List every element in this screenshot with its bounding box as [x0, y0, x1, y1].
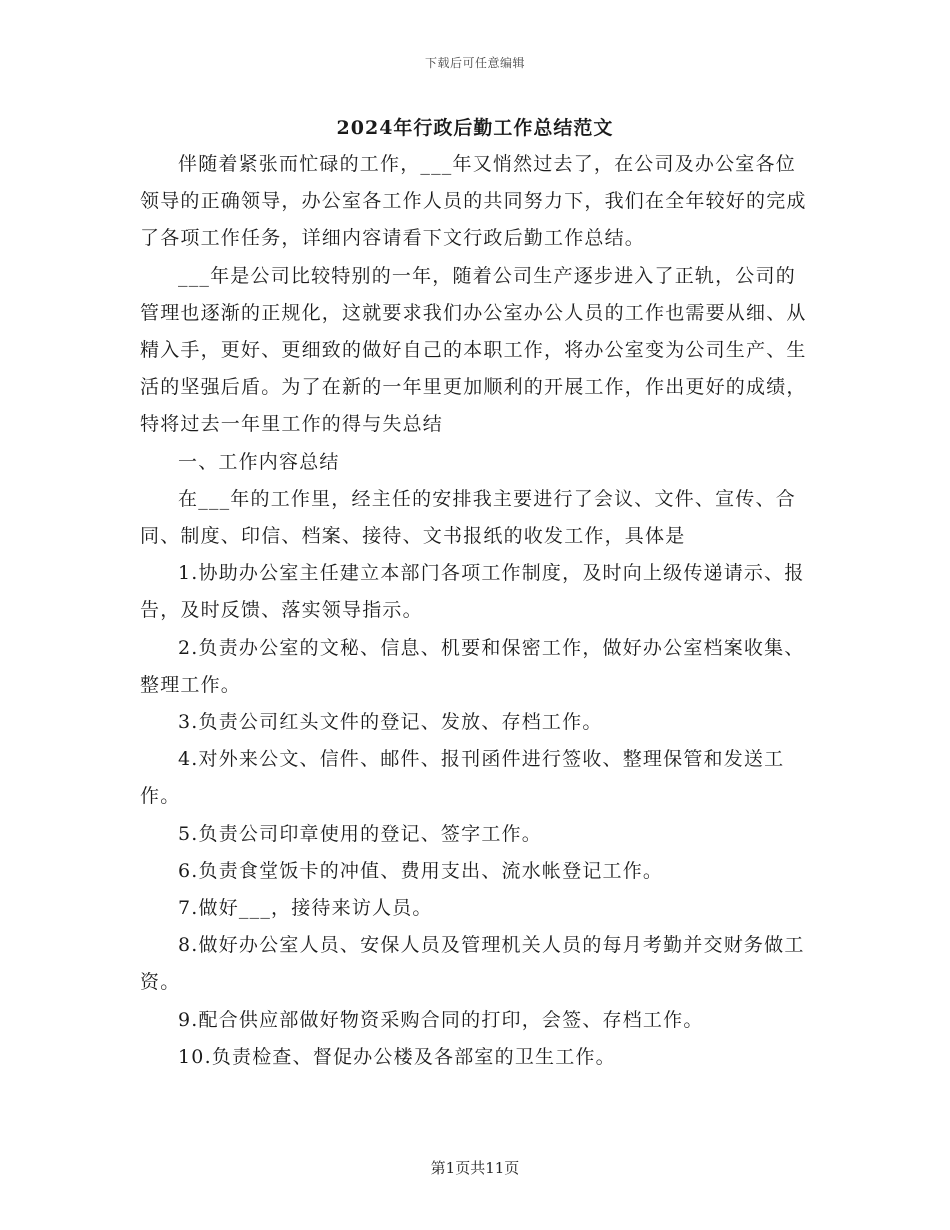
list-item: 3.负责公司红头文件的登记、发放、存档工作。: [178, 711, 603, 734]
list-item: 8.做好办公室人员、安保人员及管理机关人员的每月考勤并交财务做工资。: [140, 934, 805, 994]
header-note: 下载后可任意编辑: [424, 56, 525, 70]
section-heading: 一、工作内容总结: [178, 450, 340, 473]
list-item: 9.配合供应部做好物资采购合同的打印，会签、存档工作。: [178, 1008, 704, 1031]
list-item: 10.负责检查、督促办公楼及各部室的卫生工作。: [178, 1045, 616, 1068]
document-body: [140, 146, 815, 1076]
list-item: 7.做好___，接待来访人员。: [178, 897, 433, 920]
list-item: 6.负责食堂饭卡的冲值、费用支出、流水帐登记工作。: [178, 859, 664, 882]
list-item: 1.协助办公室主任建立本部门各项工作制度，及时向上级传递请示、报告，及时反馈、落实领导指示。: [140, 562, 805, 622]
paragraph-background: ___年是公司比较特别的一年，随着公司生产逐步进入了正轨，公司的管理也逐渐的正规化，这就要求我们办公室办公人员的工作也需要从细、从精入手，更好、更细致的做好自己的本职工作，将办公室变为公司生产、生活的坚强后盾。为了在新的一年里更加顺利的开展工作，作出更好的成绩，特将过去一年里工作的得与失总结: [140, 264, 807, 436]
list-item: 5.负责公司印章使用的登记、签字工作。: [178, 822, 542, 845]
paragraph-intro: 伴随着紧张而忙碌的工作，___年又悄然过去了，在公司及办公室各位领导的正确领导，办公室各工作人员的共同努力下，我们在全年较好的完成了各项工作任务，详细内容请看下文行政后勤工作总结。: [140, 153, 807, 250]
list-item: 4.对外来公文、信件、邮件、报刊函件进行签收、整理保管和发送工作。: [140, 748, 785, 808]
paragraph-scope: 在___年的工作里，经主任的安排我主要进行了会议、文件、宣传、合同、制度、印信、档案、接待、文书报纸的收发工作，具体是: [140, 487, 796, 548]
list-item: 2.负责办公室的文秘、信息、机要和保密工作，做好办公室档案收集、整理工作。: [140, 636, 805, 696]
document-title: 2024年行政后勤工作总结范文: [336, 117, 614, 139]
page-footer: 第1页共11页: [430, 1159, 520, 1177]
